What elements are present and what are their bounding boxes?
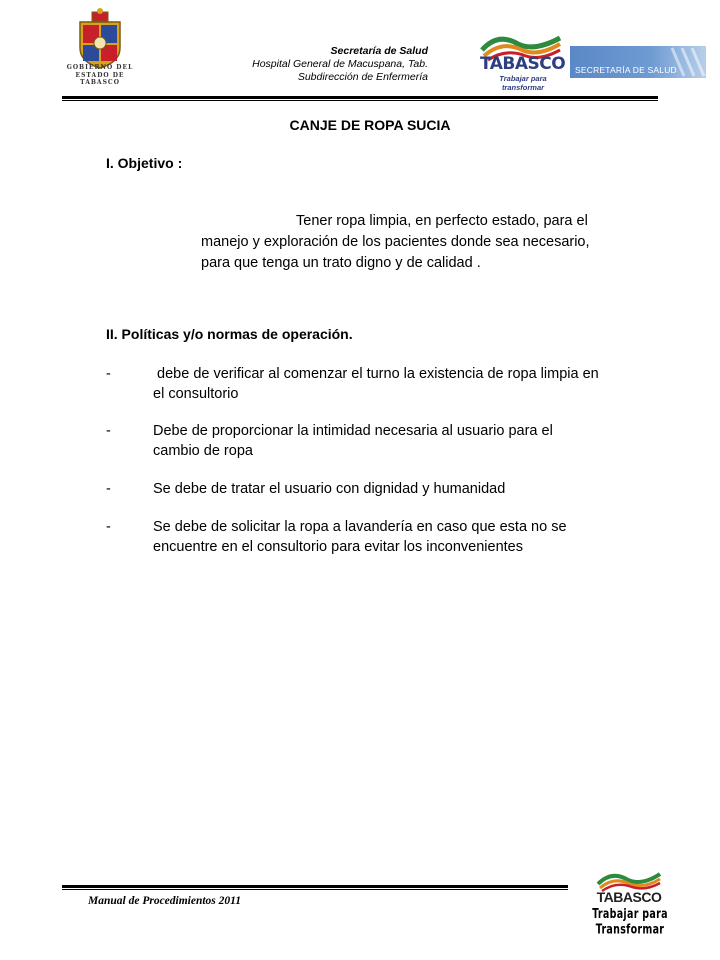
footer-tabasco-word: TABASCO	[596, 889, 662, 905]
document-title: CANJE DE ROPA SUCIA	[289, 117, 451, 133]
header-rule-thin	[62, 100, 658, 101]
policy-line: Se debe de solicitar la ropa a lavandería en caso que esta no se	[153, 519, 567, 535]
objective-line: Tener ropa limpia, en perfecto estado, para el	[296, 213, 588, 229]
tabasco-slogan: Trabajar para transformar	[499, 74, 547, 92]
policy-line: encuentre en el consultorio para evitar los inconvenientes	[153, 539, 523, 555]
policy-item	[106, 364, 646, 404]
objective-line: manejo y exploración de los pacientes donde sea necesario,	[201, 234, 590, 250]
policy-item	[106, 421, 646, 461]
objective-paragraph	[201, 211, 641, 274]
objective-heading: I. Objetivo :	[106, 155, 183, 171]
footer-rule-thin	[62, 889, 568, 890]
crest-caption: GOBIERNO DEL ESTADO DE TABASCO	[66, 64, 134, 86]
list-dash: -	[106, 519, 111, 535]
footer-rule	[62, 885, 568, 888]
institution-name: Secretaría de Salud	[330, 45, 428, 57]
header-rule	[62, 96, 658, 99]
department-name: Subdirección de Enfermería	[297, 71, 428, 83]
policy-line: Debe de proporcionar la intimidad necesaria al usuario para el	[153, 423, 553, 439]
policy-line: cambio de ropa	[153, 443, 253, 459]
policy-line: Se debe de tratar el usuario con dignidad y humanidad	[153, 481, 506, 497]
policy-item	[106, 517, 646, 557]
hospital-name: Hospital General de Macuspana, Tab.	[252, 58, 428, 70]
banner-text: SECRETARÍA DE SALUD	[575, 65, 677, 75]
policies-heading: II. Políticas y/o normas de operación.	[106, 326, 353, 342]
policy-line: debe de verificar al comenzar el turno la existencia de ropa limpia en	[153, 366, 599, 382]
list-dash: -	[106, 366, 111, 382]
objective-line: para que tenga un trato digno y de calidad .	[201, 255, 481, 271]
policy-item	[106, 479, 646, 499]
policy-line: el consultorio	[153, 386, 239, 402]
tabasco-logo-word: TABASCO	[480, 54, 566, 74]
list-dash: -	[106, 423, 111, 439]
header-institution-block	[228, 45, 428, 84]
footer-slogan: Trabajar para Transformar	[592, 907, 668, 938]
manual-label: Manual de Procedimientos 2011	[88, 895, 242, 907]
list-dash: -	[106, 481, 111, 497]
